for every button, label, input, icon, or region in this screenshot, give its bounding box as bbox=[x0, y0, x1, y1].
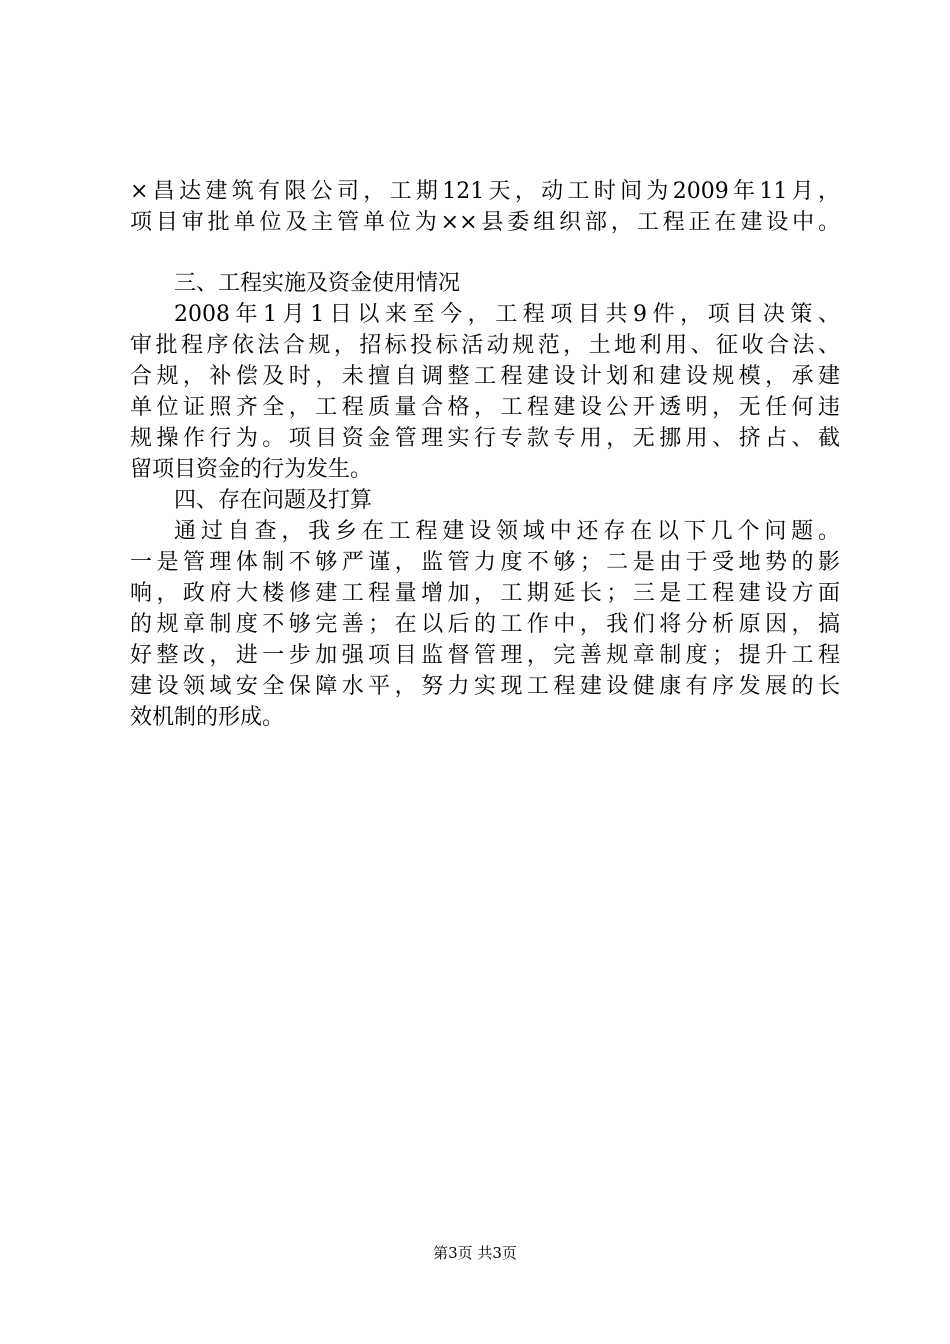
text-line: 规操作行为。项目资金管理实行专款专用，无挪用、挤占、截 bbox=[130, 426, 840, 451]
paragraph-contractor-info bbox=[130, 176, 840, 238]
text-line: 单位证照齐全，工程质量合格，工程建设公开透明，无任何违 bbox=[130, 395, 840, 420]
paragraph-gap bbox=[130, 238, 840, 268]
section-3-heading: 三、工程实施及资金使用情况 bbox=[174, 271, 461, 296]
document-body bbox=[130, 176, 840, 733]
text-line: 2008年1月1日以来至今，工程项目共9件，项目决策、 bbox=[174, 302, 840, 327]
section-4-heading: 四、存在问题及打算 bbox=[174, 488, 373, 513]
text-line: 留项目资金的行为发生。 bbox=[130, 457, 373, 482]
text-line: 效机制的形成。 bbox=[130, 705, 285, 730]
text-line: 合规，补偿及时，未擅自调整工程建设计划和建设规模，承建 bbox=[130, 364, 840, 389]
text-line: 响，政府大楼修建工程量增加，工期延长；三是工程建设方面 bbox=[130, 581, 840, 606]
text-line: 项目审批单位及主管单位为××县委组织部，工程正在建设中。 bbox=[130, 210, 840, 235]
text-line: ×昌达建筑有限公司，工期121天，动工时间为2009年11月， bbox=[130, 179, 840, 204]
text-line: 的规章制度不够完善；在以后的工作中，我们将分析原因，搞 bbox=[130, 612, 840, 637]
text-line: 通过自查，我乡在工程建设领域中还存在以下几个问题。 bbox=[174, 519, 840, 544]
section-4 bbox=[130, 485, 840, 733]
text-line: 好整改，进一步加强项目监督管理，完善规章制度；提升工程 bbox=[130, 643, 840, 668]
page-footer: 第3页 共3页 bbox=[433, 1244, 517, 1262]
text-line: 一是管理体制不够严谨，监管力度不够；二是由于受地势的影 bbox=[130, 550, 840, 575]
text-line: 审批程序依法合规，招标投标活动规范，土地利用、征收合法、 bbox=[130, 333, 840, 358]
text-line: 建设领域安全保障水平，努力实现工程建设健康有序发展的长 bbox=[130, 674, 840, 699]
section-3 bbox=[130, 268, 840, 485]
